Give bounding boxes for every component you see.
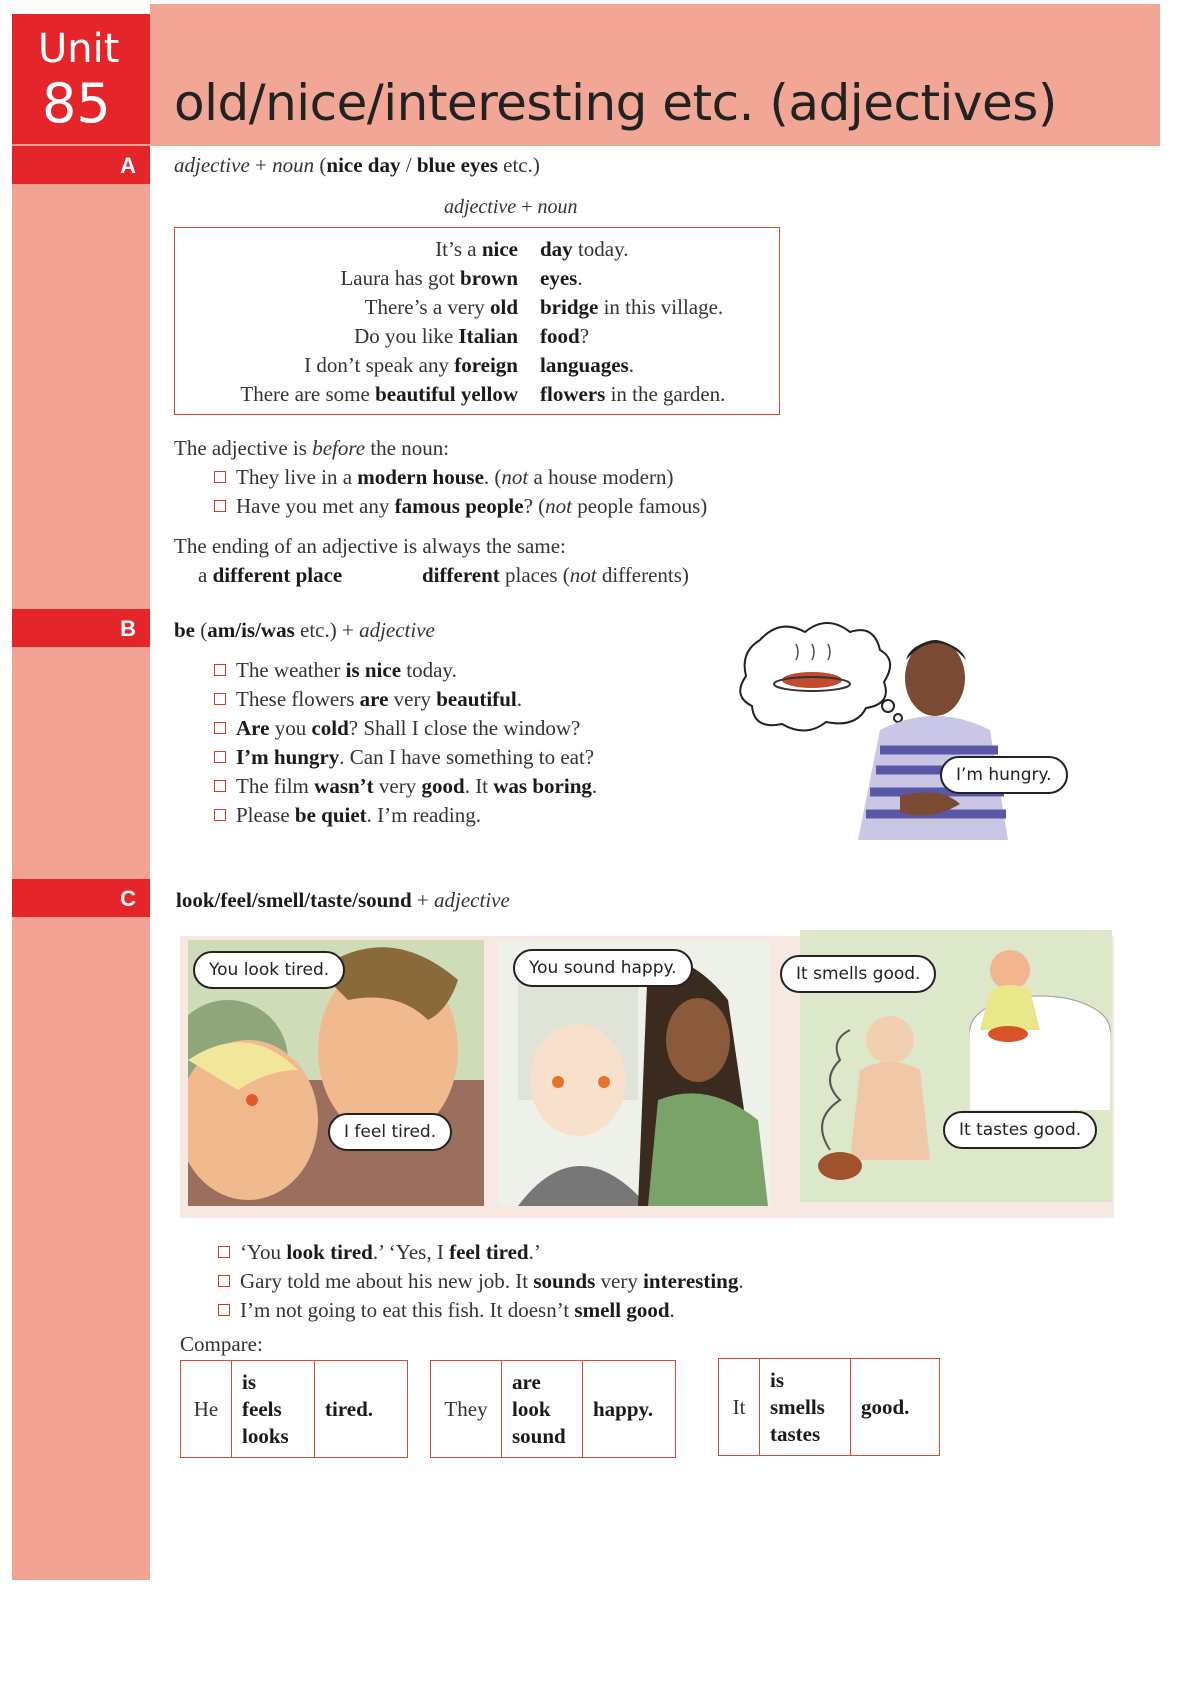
bullet-icon: [214, 471, 226, 483]
compare-table-good: [718, 1358, 940, 1456]
compare-adjective: happy.: [583, 1361, 676, 1458]
table-row-left: I don’t speak any foreign: [304, 353, 518, 377]
section-b-heading: be (am/is/was etc.) + adjective: [174, 618, 435, 642]
be-adjective-example: Are you cold? Shall I close the window?: [214, 716, 580, 741]
section-b-marker: B: [12, 609, 150, 647]
compare-adjective: good.: [851, 1359, 940, 1456]
table-row-left: There are some beautiful yellow: [240, 382, 518, 406]
be-adjective-example: The film wasn’t very good. It was boring.: [214, 774, 597, 799]
compare-verbs: are look sound: [502, 1361, 583, 1458]
speech-bubble-smells-good: It smells good.: [780, 955, 936, 993]
bullet-icon: [214, 722, 226, 734]
bullet-icon: [214, 500, 226, 512]
compare-subject: He: [181, 1361, 232, 1458]
compare-adjective: tired.: [315, 1361, 408, 1458]
table-row-left: It’s a nice: [435, 237, 518, 261]
compare-subject: They: [431, 1361, 502, 1458]
hungry-man-illustration: [730, 620, 1090, 852]
compare-verbs: is smells tastes: [760, 1359, 851, 1456]
bullet-icon: [214, 693, 226, 705]
sense-verb-example: Gary told me about his new job. It sounds very interesting.: [218, 1269, 744, 1294]
ending-example-singular: a different place: [198, 563, 343, 587]
table-row-left: Do you like Italian: [354, 324, 518, 348]
ending-intro: The ending of an adjective is always the same:: [174, 534, 566, 558]
sense-verb-example: I’m not going to eat this fish. It doesn’t smell good.: [218, 1298, 675, 1323]
speech-bubble-sound-happy: You sound happy.: [513, 949, 693, 987]
sense-verb-example: ‘You look tired.’ ‘Yes, I feel tired.’: [218, 1240, 541, 1265]
compare-table-happy: [430, 1360, 676, 1458]
ending-example-plural: different places (not differents): [422, 563, 689, 587]
bullet-icon: [218, 1246, 230, 1258]
table-row-right: languages.: [540, 353, 634, 377]
compare-table-tired: [180, 1360, 408, 1458]
compare-verbs: is feels looks: [232, 1361, 315, 1458]
before-noun-intro: The adjective is before the noun:: [174, 436, 450, 460]
be-adjective-example: The weather is nice today.: [214, 658, 457, 683]
be-adjective-example: These flowers are very beautiful.: [214, 687, 522, 712]
be-adjective-example: Please be quiet. I’m reading.: [214, 803, 481, 828]
table-row-left: There’s a very old: [364, 295, 518, 319]
bullet-icon: [218, 1275, 230, 1287]
compare-label: Compare:: [180, 1332, 263, 1356]
table-row-right: flowers in the garden.: [540, 382, 726, 406]
page-sidebar: [12, 14, 150, 1580]
table-row-right: day today.: [540, 237, 629, 261]
unit-word: Unit: [38, 26, 120, 72]
bullet-icon: [214, 751, 226, 763]
section-c-heading: look/feel/smell/taste/sound + adjective: [176, 888, 510, 912]
speech-bubble-look-tired: You look tired.: [193, 951, 345, 989]
table-row-right: bridge in this village.: [540, 295, 724, 319]
table-column-heading: adjective + noun: [444, 196, 578, 218]
section-a-heading: adjective + noun (nice day / blue eyes etc.): [174, 153, 540, 177]
section-c-marker: C: [12, 879, 150, 917]
page-title: old/nice/interesting etc. (adjectives): [174, 74, 1057, 132]
be-adjective-example: I’m hungry. Can I have something to eat?: [214, 745, 594, 770]
unit-number: 85: [42, 72, 111, 135]
compare-subject: It: [719, 1359, 760, 1456]
example-modern-house: They live in a modern house. (not a house modern): [214, 465, 673, 490]
section-a-marker: A: [12, 146, 150, 184]
table-row-right: food?: [540, 324, 590, 348]
speech-bubble-feel-tired: I feel tired.: [328, 1113, 452, 1151]
speech-bubble-tastes-good: It tastes good.: [943, 1111, 1097, 1149]
table-row-right: eyes.: [540, 266, 583, 290]
bullet-icon: [214, 664, 226, 676]
table-row-left: Laura has got brown: [340, 266, 518, 290]
speech-bubble-hungry: I’m hungry.: [940, 756, 1068, 794]
bullet-icon: [218, 1304, 230, 1316]
example-famous-people: Have you met any famous people? (not people famous): [214, 494, 707, 519]
bullet-icon: [214, 780, 226, 792]
unit-badge: [12, 14, 150, 144]
bullet-icon: [214, 809, 226, 821]
